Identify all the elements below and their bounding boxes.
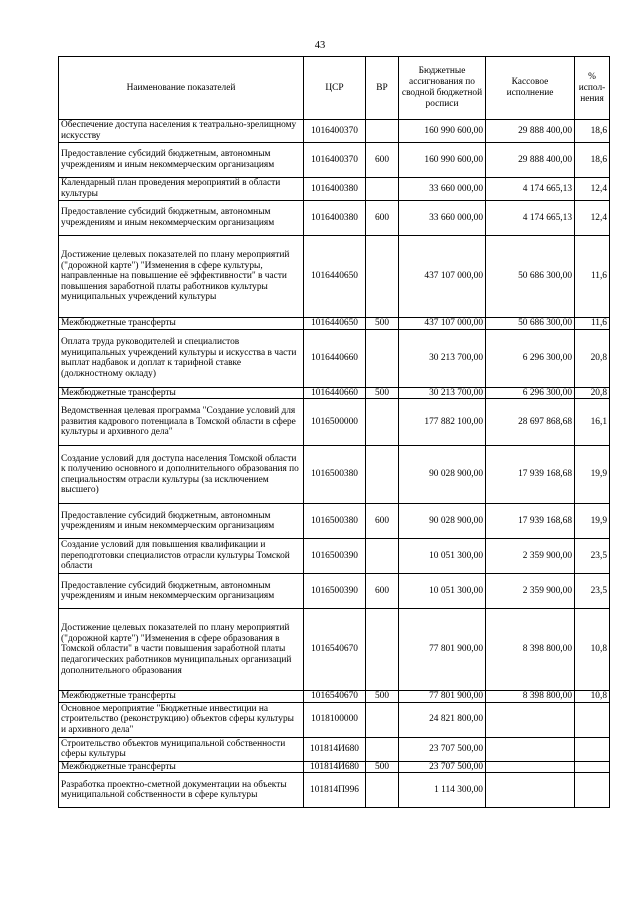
row-plan-cell: 23 707 500,00 (399, 737, 486, 761)
header-vr: ВР (366, 57, 399, 120)
row-pct-cell: 11,6 (575, 318, 610, 330)
row-exec-cell: 17 939 168,68 (486, 446, 575, 504)
row-exec-cell: 28 697 868,68 (486, 399, 575, 446)
row-exec-cell: 4 174 665,13 (486, 201, 575, 236)
row-pct-cell (575, 761, 610, 773)
header-csr: ЦСР (304, 57, 366, 120)
row-exec-cell: 4 174 665,13 (486, 178, 575, 201)
page-number: 43 (314, 40, 326, 51)
row-vr-cell (366, 773, 399, 808)
row-name-cell: Межбюджетные трансферты (59, 318, 304, 330)
table-body (59, 120, 610, 808)
table-row (59, 702, 610, 737)
row-exec-cell: 8 398 800,00 (486, 691, 575, 703)
row-pct-cell (575, 702, 610, 737)
row-exec-cell: 50 686 300,00 (486, 318, 575, 330)
row-plan-cell: 77 801 900,00 (399, 691, 486, 703)
row-pct-cell: 10,8 (575, 609, 610, 691)
row-vr-cell (366, 702, 399, 737)
row-pct-cell: 23,5 (575, 539, 610, 574)
row-vr-cell (366, 120, 399, 143)
row-plan-cell: 33 660 000,00 (399, 178, 486, 201)
table-row (59, 574, 610, 609)
row-pct-cell: 19,9 (575, 446, 610, 504)
row-csr-cell: 1018100000 (304, 702, 366, 737)
row-pct-cell: 23,5 (575, 574, 610, 609)
row-name-cell: Строительство объектов муниципальной собственности сферы культуры (59, 737, 304, 761)
row-csr-cell: 1016440650 (304, 236, 366, 318)
row-vr-cell (366, 539, 399, 574)
row-exec-cell: 17 939 168,68 (486, 504, 575, 539)
row-csr-cell: 1016440660 (304, 329, 366, 387)
row-exec-cell: 2 359 900,00 (486, 539, 575, 574)
row-exec-cell: 29 888 400,00 (486, 143, 575, 178)
table-row (59, 236, 610, 318)
header-exec: Кассовое исполнение (486, 57, 575, 120)
row-vr-cell (366, 329, 399, 387)
row-pct-cell: 19,9 (575, 504, 610, 539)
row-pct-cell: 20,8 (575, 387, 610, 399)
table-row (59, 201, 610, 236)
table-row (59, 609, 610, 691)
row-name-cell: Создание условий для повышения квалификации и переподготовки специалистов отрасли культуры Томской области (59, 539, 304, 574)
row-csr-cell: 1016540670 (304, 691, 366, 703)
row-vr-cell: 600 (366, 143, 399, 178)
row-csr-cell: 1016500000 (304, 399, 366, 446)
row-plan-cell: 10 051 300,00 (399, 574, 486, 609)
table-row (59, 329, 610, 387)
table-row (59, 737, 610, 761)
row-plan-cell: 77 801 900,00 (399, 609, 486, 691)
row-pct-cell: 12,4 (575, 178, 610, 201)
row-exec-cell: 6 296 300,00 (486, 329, 575, 387)
row-pct-cell: 18,6 (575, 120, 610, 143)
row-vr-cell: 500 (366, 387, 399, 399)
row-name-cell: Разработка проектно-сметной документации на объекты муниципальной собственности в сфере культуры (59, 773, 304, 808)
budget-execution-table (58, 56, 610, 808)
row-name-cell: Предоставление субсидий бюджетным, автономным учреждениям и иным некоммерческим организациям (59, 143, 304, 178)
row-plan-cell: 437 107 000,00 (399, 236, 486, 318)
row-vr-cell (366, 236, 399, 318)
row-name-cell: Календарный план проведения мероприятий в области культуры (59, 178, 304, 201)
row-name-cell: Оплата труда руководителей и специалистов муниципальных учреждений культуры и искусства в части выплат надбавок и доплат к тарифной ставке (должностному окладу) (59, 329, 304, 387)
row-csr-cell: 1016400370 (304, 120, 366, 143)
row-csr-cell: 1016400380 (304, 178, 366, 201)
row-vr-cell: 600 (366, 504, 399, 539)
row-pct-cell (575, 773, 610, 808)
table-row (59, 387, 610, 399)
row-csr-cell: 1016500380 (304, 504, 366, 539)
row-plan-cell: 23 707 500,00 (399, 761, 486, 773)
row-plan-cell: 90 028 900,00 (399, 446, 486, 504)
row-exec-cell (486, 702, 575, 737)
table-row (59, 446, 610, 504)
row-vr-cell (366, 609, 399, 691)
row-vr-cell: 600 (366, 574, 399, 609)
row-exec-cell (486, 761, 575, 773)
row-vr-cell: 500 (366, 691, 399, 703)
row-pct-cell: 10,8 (575, 691, 610, 703)
row-exec-cell: 2 359 900,00 (486, 574, 575, 609)
row-vr-cell (366, 446, 399, 504)
row-name-cell: Обеспечение доступа населения к театрально-зрелищному искусству (59, 120, 304, 143)
row-vr-cell (366, 178, 399, 201)
row-csr-cell: 101814П996 (304, 773, 366, 808)
row-name-cell: Достижение целевых показателей по плану мероприятий ("дорожной карте") "Изменения в сфере образования в Томской области" в части повышения заработной платы педагогических работников муниципальных организаций дополнительного образования (59, 609, 304, 691)
row-name-cell: Предоставление субсидий бюджетным, автономным учреждениям и иным некоммерческим организациям (59, 201, 304, 236)
row-plan-cell: 177 882 100,00 (399, 399, 486, 446)
table-row (59, 539, 610, 574)
table-row (59, 761, 610, 773)
table-row (59, 318, 610, 330)
row-plan-cell: 30 213 700,00 (399, 387, 486, 399)
table-row (59, 178, 610, 201)
row-vr-cell (366, 399, 399, 446)
row-pct-cell: 20,8 (575, 329, 610, 387)
row-name-cell: Создание условий для доступа населения Томской области к получению основного и дополнительного образования по специальностям отрасли культуры (за исключением высшего) (59, 446, 304, 504)
row-plan-cell: 10 051 300,00 (399, 539, 486, 574)
row-vr-cell (366, 737, 399, 761)
row-plan-cell: 24 821 800,00 (399, 702, 486, 737)
row-plan-cell: 437 107 000,00 (399, 318, 486, 330)
row-name-cell: Межбюджетные трансферты (59, 691, 304, 703)
row-pct-cell: 12,4 (575, 201, 610, 236)
row-csr-cell: 1016500380 (304, 446, 366, 504)
row-csr-cell: 101814И680 (304, 737, 366, 761)
row-plan-cell: 30 213 700,00 (399, 329, 486, 387)
row-exec-cell: 6 296 300,00 (486, 387, 575, 399)
row-name-cell: Предоставление субсидий бюджетным, автономным учреждениям и иным некоммерческим организациям (59, 504, 304, 539)
table-row (59, 691, 610, 703)
table-row (59, 504, 610, 539)
row-plan-cell: 1 114 300,00 (399, 773, 486, 808)
table-header-row (59, 57, 610, 120)
row-exec-cell (486, 773, 575, 808)
row-plan-cell: 160 990 600,00 (399, 120, 486, 143)
row-exec-cell (486, 737, 575, 761)
row-csr-cell: 1016400380 (304, 201, 366, 236)
row-csr-cell: 1016500390 (304, 539, 366, 574)
row-pct-cell: 16,1 (575, 399, 610, 446)
row-vr-cell: 600 (366, 201, 399, 236)
row-name-cell: Основное мероприятие "Бюджетные инвестиции на строительство (реконструкцию) объектов сферы культуры и архивного дела" (59, 702, 304, 737)
row-plan-cell: 160 990 600,00 (399, 143, 486, 178)
row-exec-cell: 29 888 400,00 (486, 120, 575, 143)
row-plan-cell: 33 660 000,00 (399, 201, 486, 236)
row-vr-cell: 500 (366, 318, 399, 330)
row-csr-cell: 1016540670 (304, 609, 366, 691)
table-row (59, 120, 610, 143)
row-pct-cell: 11,6 (575, 236, 610, 318)
header-plan: Бюджетные ассигнования по сводной бюджетной росписи (399, 57, 486, 120)
row-pct-cell: 18,6 (575, 143, 610, 178)
row-exec-cell: 50 686 300,00 (486, 236, 575, 318)
row-csr-cell: 1016440660 (304, 387, 366, 399)
row-csr-cell: 1016440650 (304, 318, 366, 330)
row-name-cell: Межбюджетные трансферты (59, 387, 304, 399)
row-plan-cell: 90 028 900,00 (399, 504, 486, 539)
row-csr-cell: 1016500390 (304, 574, 366, 609)
table-row (59, 399, 610, 446)
row-csr-cell: 101814И680 (304, 761, 366, 773)
header-name: Наименование показателей (59, 57, 304, 120)
row-csr-cell: 1016400370 (304, 143, 366, 178)
row-name-cell: Ведомственная целевая программа "Создание условий для развития кадрового потенциала в Томской области в сфере культуры и архивного дела" (59, 399, 304, 446)
row-name-cell: Предоставление субсидий бюджетным, автономным учреждениям и иным некоммерческим организациям (59, 574, 304, 609)
table-row (59, 143, 610, 178)
table-row (59, 773, 610, 808)
row-pct-cell (575, 737, 610, 761)
header-pct: % испол-нения (575, 57, 610, 120)
row-name-cell: Достижение целевых показателей по плану мероприятий ("дорожной карте") "Изменения в сфере культуры, направленные на повышение её эффективности" в части повышения заработной платы работников культуры муниципальных учреждений культуры (59, 236, 304, 318)
row-exec-cell: 8 398 800,00 (486, 609, 575, 691)
row-vr-cell: 500 (366, 761, 399, 773)
row-name-cell: Межбюджетные трансферты (59, 761, 304, 773)
